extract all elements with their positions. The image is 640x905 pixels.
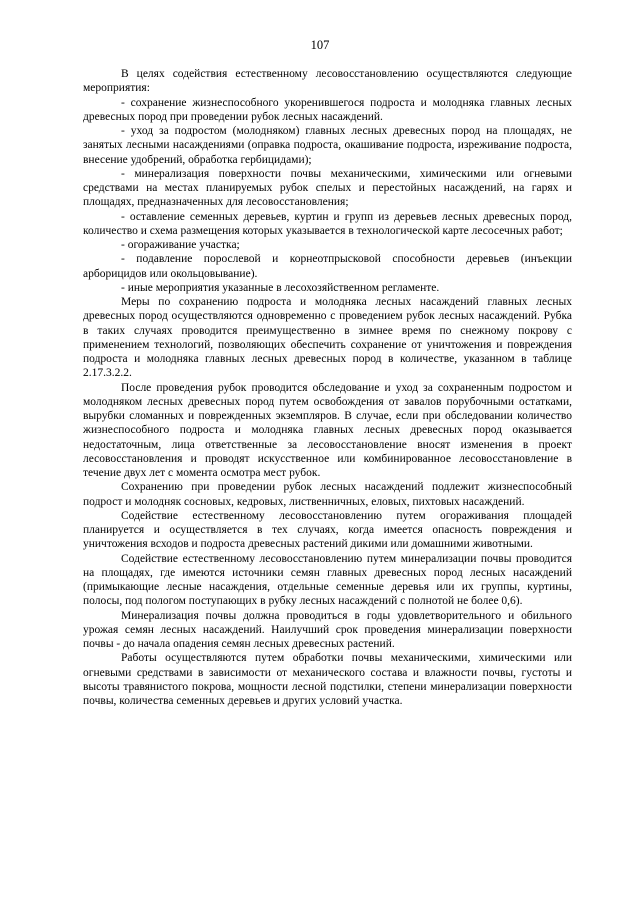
document-body [83, 67, 572, 708]
paragraph-fencing: Содействие естественному лесовосстановлению путем огораживания площадей планируется и осуществляется в тех случаях, когда имеется опасность повреждения и уничтожения всходов и подроста древесных растений дикими или домашними животными. [83, 509, 572, 551]
paragraph-intro: В целях содействия естественному лесовосстановлению осуществляются следующие мероприятия: [83, 68, 572, 95]
list-item-sprout-suppression: - подавление порослевой и корнеотпрысковой способности деревьев (инъекции арборицидов или окольцовывание). [83, 253, 572, 280]
paragraph-preserved-species: Сохранению при проведении рубок лесных насаждений подлежит жизнеспособный подрост и молодняк сосновых, кедровых, лиственничных, еловых, пихтовых насаждений. [83, 481, 572, 508]
page-number: 107 [310, 38, 330, 52]
list-item-fencing: - огораживание участка; [121, 239, 240, 251]
paragraph-works-methods: Работы осуществляются путем обработки почвы механическими, химическими или огневыми средствами в зависимости от механического состава и влажности почвы, густоты и высоты травянистого покрова, мощности лесной подстилки, степени минерализации поверхности почвы, количества семенных деревьев и других условий участка. [83, 652, 572, 707]
list-item-seed-trees: - оставление семенных деревьев, куртин и групп из деревьев лесных древесных пород, количество и схема размещения которых указывается в технологической карте лесосечных работ; [83, 210, 572, 237]
list-item-other-measures: - иные мероприятия указанные в лесохозяйственном регламенте. [121, 281, 440, 294]
paragraph-preservation-measures: Меры по сохранению подроста и молодняка лесных насаждений главных лесных древесных пород осуществляются одновременно с проведением рубок лесных насаждений. Рубка в таких случаях проводится преимущественно в зимнее время по снежному покрову с применением технологий, позволяющих обеспечить сохранение от уничтожения и повреждения подроста и молодняка главных лесных древесных пород в количестве, указанном в таблице 2.17.3.2.2. [83, 296, 572, 380]
paragraph-mineralization-timing: Минерализация почвы должна проводиться в годы удовлетворительного и обильного урожая семян лесных насаждений. Наилучший срок проведения минерализации поверхности почвы - до начала опадения семян лесных древесных растений. [83, 609, 572, 650]
list-item-soil-mineralization: - минерализация поверхности почвы механическими, химическими или огневыми средствами на местах планируемых рубок спелых и перестойных насаждений, на гарях и площадях, предназначенных для лесовосстановления; [83, 167, 572, 209]
paragraph-post-felling-survey: После проведения рубок проводится обследование и уход за сохраненным подростом и молодняком лесных древесных пород путем освобождения от завалов порубочными остатками, вырубки сломанных и поврежденных экземпляров. В случае, если при обследовании количество жизнеспособного подроста и молодняка главных лесных древесных пород оказывается недостаточным, лица ответственные за лесовосстановление вносят изменения в проект лесовосстановления и проводят искусственное или комбинированное лесовосстановление в течение двух лет с момента осмотра мест рубок. [83, 381, 572, 479]
list-item-undergrowth-care: - уход за подростом (молодняком) главных лесных древесных пород на площадях, не занятых лесными насаждениями (оправка подроста, окашивание подроста, изреживание подроста, внесение удобрений, обработка гербицидами); [83, 125, 572, 166]
list-item-preserve-undergrowth: - сохранение жизнеспособного укоренившегося подроста и молодняка главных лесных древесных пород при проведении рубок лесных насаждений. [83, 96, 572, 123]
paragraph-mineralization-areas: Содействие естественному лесовосстановлению путем минерализации почвы проводится на площадях, где имеются источники семян главных древесных пород лесных насаждений (примыкающие лесные насаждения, отдельные семенные деревья или их группы, куртины, полосы, под пологом поступающих в рубку лесных насаждений с полнотой не более 0,6). [83, 552, 572, 608]
